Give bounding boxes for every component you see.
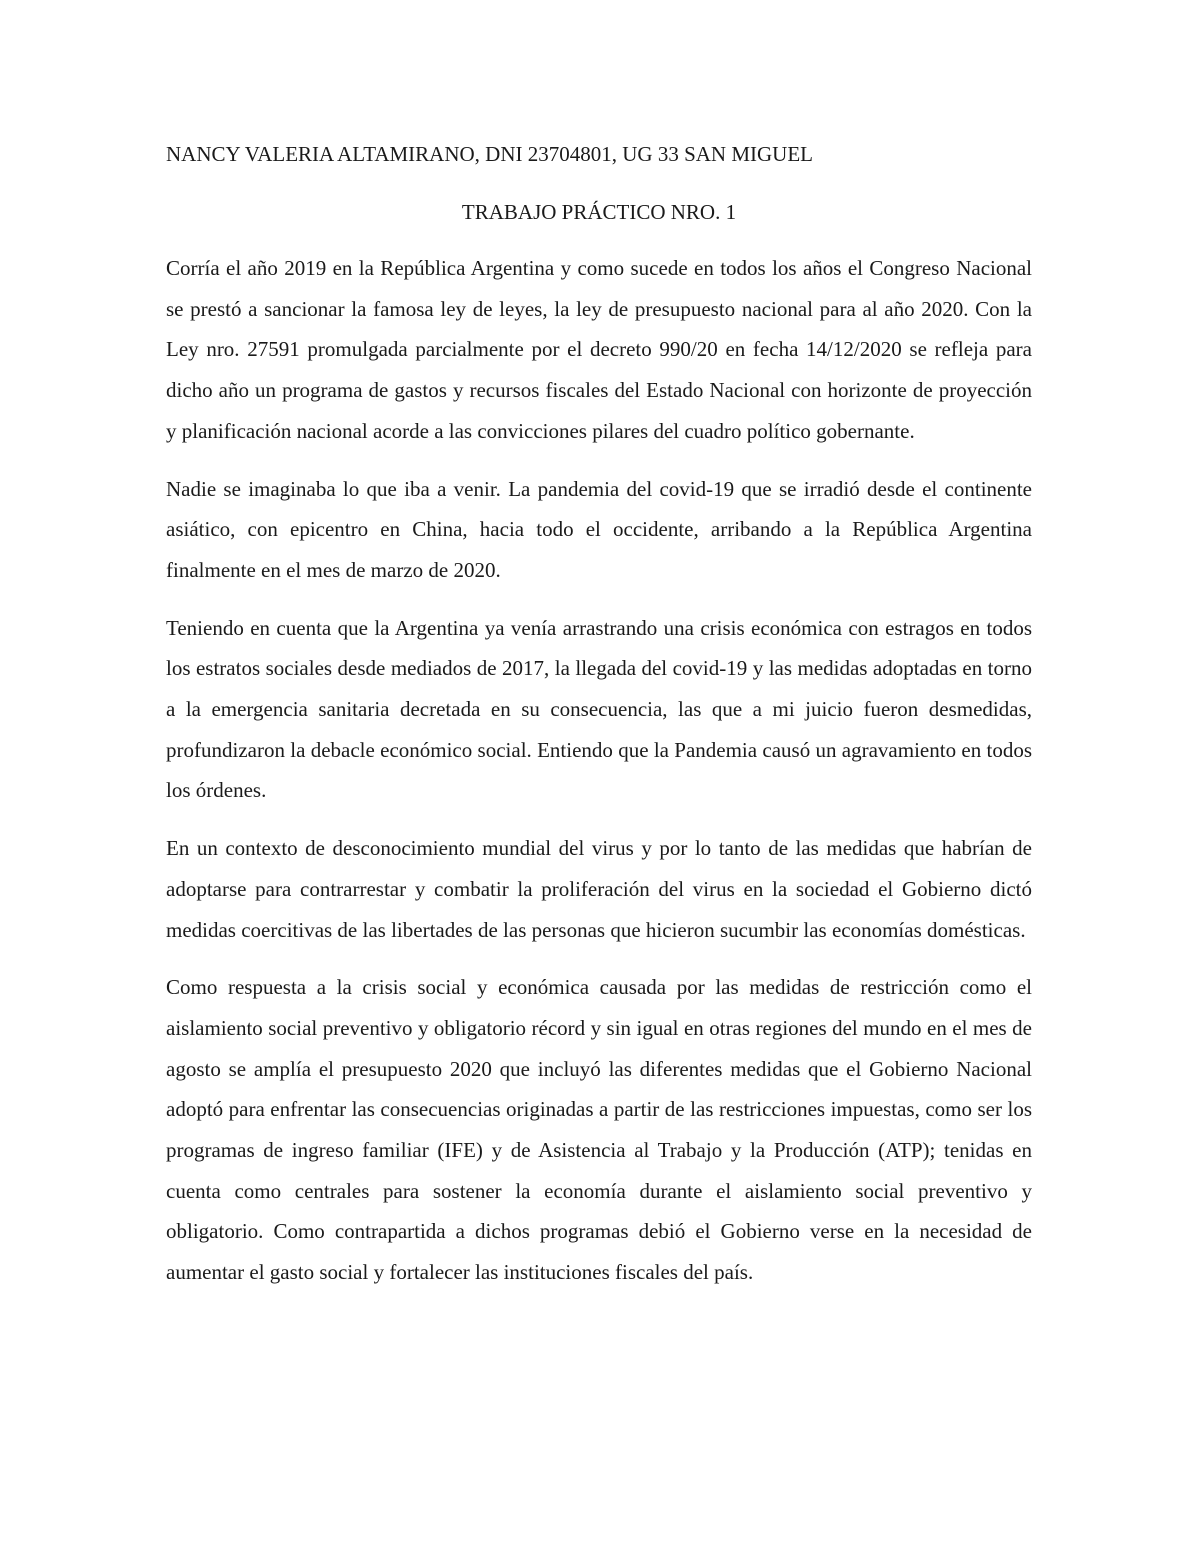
paragraph: Teniendo en cuenta que la Argentina ya venía arrastrando una crisis económica con estragos en todos los estratos sociales desde mediados de 2017, la llegada del covid-19 y las medidas adoptadas en torno a la emergencia sanitaria decretada en su consecuencia, las que a mi juicio fueron desmedidas, profundizaron la debacle económico social. Entiendo que la Pandemia causó un agravamiento en todos los órdenes.: [166, 615, 1032, 803]
document-body: [166, 138, 1032, 1310]
paragraph-list: [166, 248, 1032, 1293]
author-header: NANCY VALERIA ALTAMIRANO, DNI 23704801, UG 33 SAN MIGUEL: [166, 142, 814, 166]
paragraph: Corría el año 2019 en la República Argentina y como sucede en todos los años el Congreso Nacional se prestó a sancionar la famosa ley de leyes, la ley de presupuesto nacional para al año 2020. Con la Ley nro. 27591 promulgada parcialmente por el decreto 990/20 en fecha 14/12/2020 se refleja para dicho año un programa de gastos y recursos fiscales del Estado Nacional con horizonte de proyección y planificación nacional acorde a las convicciones pilares del cuadro político gobernante.: [166, 256, 1032, 443]
document-title: TRABAJO PRÁCTICO NRO. 1: [461, 200, 737, 224]
paragraph: Como respuesta a la crisis social y económica causada por las medidas de restricción como el aislamiento social preventivo y obligatorio récord y sin igual en otras regiones del mundo en el mes de agosto se amplía el presupuesto 2020 que incluyó las diferentes medidas que el Gobierno Nacional adoptó para enfrentar las consecuencias originadas a partir de las restricciones impuestas, como ser los programas de ingreso familiar (IFE) y de Asistencia al Trabajo y la Producción (ATP); tenidas en cuenta como centrales para sostener la economía durante el aislamiento social preventivo y obligatorio. Como contrapartida a dichos programas debió el Gobierno verse en la necesidad de aumentar el gasto social y fortalecer las instituciones fiscales del país.: [166, 975, 1032, 1285]
paragraph: En un contexto de desconocimiento mundial del virus y por lo tanto de las medidas que habrían de adoptarse para contrarrestar y combatir la proliferación del virus en la sociedad el Gobierno dictó medidas coercitivas de las libertades de las personas que hicieron sucumbir las economías domésticas.: [166, 836, 1032, 942]
paragraph: Nadie se imaginaba lo que iba a venir. La pandemia del covid-19 que se irradió desde el continente asiático, con epicentro en China, hacia todo el occidente, arribando a la República Argentina finalmente en el mes de marzo de 2020.: [166, 476, 1032, 582]
